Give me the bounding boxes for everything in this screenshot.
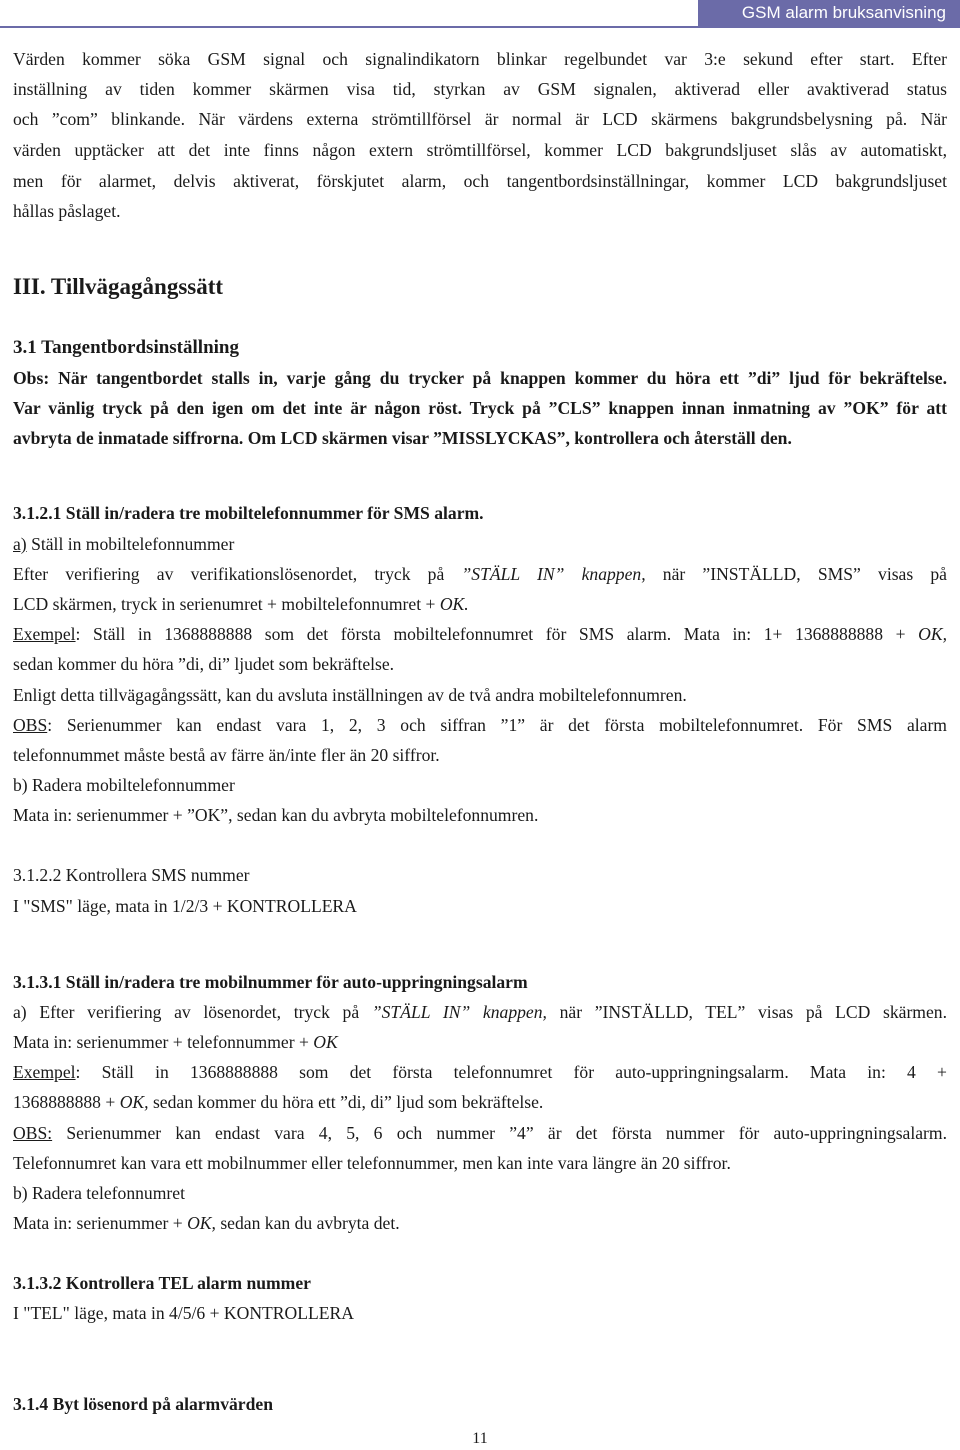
s31-line-3: avbryta de inmatade siffrorna. Om LCD skärmen visar ”MISSLYCKAS”, kontrollera och återställ den. (13, 428, 792, 448)
s3131-obs-label: OBS: (13, 1123, 53, 1143)
document-header (698, 0, 960, 26)
page-number: 11 (472, 1430, 488, 1447)
s3131-l4-pre: 1368888888 + (13, 1092, 120, 1112)
s3121-a-label: a) (13, 534, 27, 554)
s3131-b-line: b) Radera telefonnumret (13, 1183, 185, 1203)
s3121-l2-ital: OK. (439, 594, 469, 614)
s3121-line-4: sedan kommer du höra ”di, di” ljudet som bekräftelse. (13, 654, 395, 674)
s3131-example-label: Exempel (13, 1062, 76, 1082)
s3121-obs-text: : Serienummer kan endast vara 1, 2, 3 och siffran ”1” är det första mobiltelefonnumret. För SMS alarm (47, 715, 947, 735)
s3131-line-6: Telefonnumret kan vara ett mobilnummer eller telefonnummer, men kan inte vara längre än 20 siffror. (13, 1153, 731, 1173)
s3131-obs-text: Serienummer kan endast vara 4, 5, 6 och nummer ”4” är det första nummer för auto-uppringningsalarm. (52, 1123, 947, 1143)
s3131-line-2 (13, 1027, 338, 1057)
s31-line-2: Var vänlig tryck på den igen om det inte är någon röst. Tryck på ”CLS” knappen innan inmatning av ”OK” för att (13, 398, 947, 418)
s3121-line-5: Enligt detta tillvägagångssätt, kan du avsluta inställningen av de två andra mobiltelefonnumren. (13, 685, 687, 705)
s3131-line-4 (13, 1087, 543, 1117)
s3121-l1-post: när ”INSTÄLLD, SMS” visas på (645, 564, 947, 584)
s3131-l2-ital: OK (313, 1032, 338, 1052)
s3121-a-line (13, 529, 234, 559)
s3121-l2-pre: LCD skärmen, tryck in serienumret + mobiltelefonnumret + (13, 594, 440, 614)
s3131-l4-post: sedan kommer du höra ett ”di, di” ljud som bekräftelse. (148, 1092, 544, 1112)
subsection-heading-3-1: 3.1 Tangentbordsinställning (13, 337, 239, 358)
s3131-l4-ital: OK, (119, 1092, 149, 1112)
intro-line-2: inställning av tiden kommer skärmen visa tid, styrkan av GSM signalen, aktiverad eller avaktiverad status (13, 79, 947, 99)
s3131-example-text: : Ställ in 1368888888 som det första telefonnumret för auto-uppringningsalarm. Mata in: 4 + (75, 1062, 947, 1082)
s3121-line-7: telefonnummet måste bestå av färre än/inte fler än 20 siffror. (13, 745, 440, 765)
s3121-l1-ital: ”STÄLL IN” knappen, (461, 564, 646, 584)
intro-line-1: Värden kommer söka GSM signal och signalindikatorn blinkar regelbundet var 3:e sekund efter start. Efter (13, 49, 947, 69)
s3131-l8-ital: OK, (187, 1213, 216, 1233)
s3121-example-label: Exempel (13, 624, 76, 644)
header-title: GSM alarm bruksanvisning (741, 3, 946, 22)
s3121-line-1 (13, 559, 947, 589)
s3121-a-text: Ställ in mobiltelefonnummer (26, 534, 235, 554)
s3121-example-line (13, 619, 947, 649)
s3121-example-ital: OK, (918, 624, 947, 644)
subsection-heading-3-1-3-2: 3.1.3.2 Kontrollera TEL alarm nummer (13, 1273, 311, 1293)
intro-line-3: och ”com” blinkande. När värdens externa strömtillförsel är normal är LCD skärmens bakgrundsbelysning på. När (13, 109, 947, 129)
s3131-line-1 (13, 997, 947, 1027)
s31-line-1: Obs: När tangentbordet stalls in, varje gång du trycker på knappen kommer du höra ett ”di” ljud för bekräftelse. (13, 368, 947, 388)
s3121-line-9: Mata in: serienummer + ”OK”, sedan kan du avbryta mobiltelefonnumren. (13, 805, 539, 825)
s3121-obs-label: OBS (13, 715, 48, 735)
subsection-heading-3-1-3-1: 3.1.3.1 Ställ in/radera tre mobilnummer för auto-uppringningsalarm (13, 972, 528, 992)
s3131-l1-post: när ”INSTÄLLD, TEL” visas på LCD skärmen. (546, 1002, 947, 1022)
s3131-l1-ital: ”STÄLL IN” knappen, (371, 1002, 547, 1022)
s3131-l2-pre: Mata in: serienummer + telefonnummer + (13, 1032, 314, 1052)
subsection-heading-3-1-2-2: 3.1.2.2 Kontrollera SMS nummer (13, 865, 250, 885)
s3121-l1-pre: Efter verifiering av verifikationslösenordet, tryck på (13, 564, 462, 584)
s3131-l1-pre: a) Efter verifiering av lösenordet, tryck på (13, 1002, 372, 1022)
subsection-heading-3-1-4: 3.1.4 Byt lösenord på alarmvärden (13, 1394, 273, 1414)
s3131-l8-post: sedan kan du avbryta det. (215, 1213, 400, 1233)
intro-line-6: hållas påslaget. (13, 201, 121, 221)
section-heading: III. Tillvägagångssätt (13, 274, 224, 299)
header-rule (0, 26, 960, 28)
s3122-line-1: I "SMS" läge, mata in 1/2/3 + KONTROLLERA (13, 896, 357, 916)
s3121-obs-line (13, 710, 947, 740)
subsection-heading-3-1-2-1: 3.1.2.1 Ställ in/radera tre mobiltelefonnummer för SMS alarm. (13, 503, 484, 523)
s3131-example-line (13, 1057, 947, 1087)
s3121-example-text: : Ställ in 1368888888 som det första mobiltelefonnumret för SMS alarm. Mata in: 1+ 1368888888 + (75, 624, 919, 644)
s3131-line-8 (13, 1208, 400, 1238)
s3131-obs-line (13, 1118, 947, 1148)
s3121-line-2 (13, 589, 469, 619)
intro-line-4: värden upptäcker att det inte finns någon extern strömtillförsel, kommer LCD bakgrundsljuset slås av automatiskt, (13, 140, 947, 160)
s3132-line-1: I "TEL" läge, mata in 4/5/6 + KONTROLLERA (13, 1303, 354, 1323)
s3131-l8-pre: Mata in: serienummer + (13, 1213, 188, 1233)
intro-line-5: men för alarmet, delvis aktiverat, förskjutet alarm, och tangentbordsinställningar, kommer LCD bakgrundsljuset (13, 171, 947, 191)
s3121-b-line: b) Radera mobiltelefonnummer (13, 775, 235, 795)
